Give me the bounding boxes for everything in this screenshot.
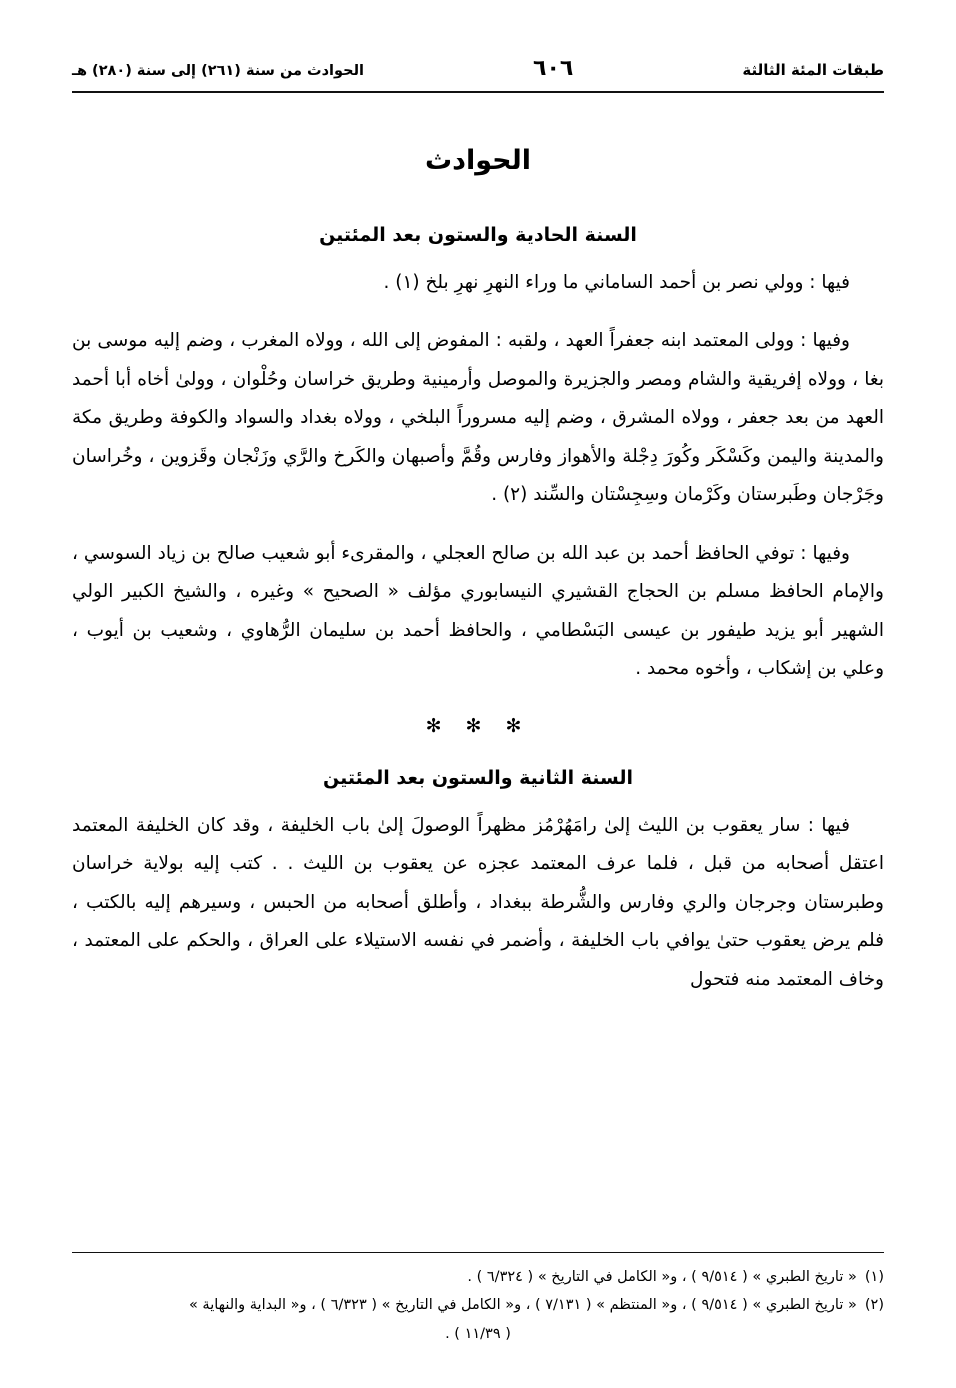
paragraph-261-1: فيها : وولي نصر بن أحمد الساماني ما وراء النهرِ نهرِ بلخ (١) . [383,272,850,293]
footnote-1 [72,1263,884,1291]
section-heading-year-262: السنة الثانية والستون بعد المئتين [323,766,633,789]
footnote-1-marker: (١) [864,1269,884,1286]
section-heading-year-261: السنة الحادية والستون بعد المئتين [319,224,637,246]
paragraph-261-2: وفيها : وولى المعتمد ابنه جعفراً العهد ، ولقبه : المفوض إلى الله ، وولاه المغرب ، وضم إليه موسى بن بغا ، وولاه إفريقية والشام ومصر والجزيرة والموصل وأرمينية وطريق خراسان وحُلْوان ، وولىٰ أخاه أبا أحمد العهد من بعد جعفر ، وولاه المشرق ، وضم إليه مسروراً البلخي ، وولاه بغداد والسواد والكوفة وطريق مكة والمدينة واليمن وكَسْكَر وكُورَ دِجْلة والأهواز وفارس وقُمَّ وأصبهان والكَرخ والرَّي وزَنْجان وقَزوين ، وخُراسان وجَرْجان وطَبرستان وكَرْمان وسِجِسْتان والسِّند (٢) . [72,330,884,506]
page-number: ٦٠٦ [533,56,574,81]
running-head [72,56,884,93]
footnote-2-continuation: ( ١١/٣٩ ) . [445,1325,511,1342]
paragraph-261-3: وفيها : توفي الحافظ أحمد بن عبد الله بن صالح العجلي ، والمقرىء أبو شعيب صالح بن زياد السوسي ، والإمام الحافظ مسلم بن الحجاج القشيري النيسابوري مؤلف « الصحيح » وغيره ، والشيخ الكبير الولي الشهير أبو يزيد طيفور بن عيسى البَسْطامي ، والحافظ أحمد بن سليمان الرُّهاوي ، وشعيب بن أيوب ، وعلي بن إشكاب ، وأخوه محمد . [72,542,884,680]
footnote-2 [72,1291,884,1319]
footnote-2-text: « تاريخ الطبري » ( ٩/٥١٤ ) ، و« المنتظم » ( ٧/١٣١ ) ، و« الكامل في التاريخ » ( ٦/٣٢٣ ) ، و« البداية والنهاية » [188,1297,857,1314]
section-divider: ✻ ✻ ✻ [425,714,531,737]
page-title: الحوادث [424,145,532,176]
footnotes-block [72,1252,884,1348]
footnote-2-marker: (٢) [864,1297,884,1314]
page-content [72,93,884,999]
running-head-right: طبقات المئة الثالثة [742,61,884,79]
running-head-left: الحوادث من سنة (٢٦١) إلى سنة (٢٨٠) هـ [72,63,364,79]
paragraph-262-1: فيها : سار يعقوب بن الليث إلىٰ رامَهُرْمُز مظهراً الوصولَ إلىٰ باب الخليفة ، وقد كان الخليفة المعتمد اعتقل أصحابه من قبل ، فلما عرف المعتمد عجزه عن يعقوب بن الليث . . كتب إليه بولاية خراسان وطبرستان وجرجان والري وفارس والشُّرطة ببغداد ، وأطلق أصحابه من الحبس ، وسيرهم إليه بالكتب ، فلم يرض يعقوب حتىٰ يوافي باب الخليفة ، وأضمر في نفسه الاستيلاء على العراق ، والحكم على المعتمد ، وخاف المعتمد منه فتحول [72,814,884,990]
footnote-rule [72,1252,884,1253]
footnote-1-text: « تاريخ الطبري » ( ٩/٥١٤ ) ، و« الكامل في التاريخ » ( ٦/٣٢٤ ) . [467,1269,857,1286]
